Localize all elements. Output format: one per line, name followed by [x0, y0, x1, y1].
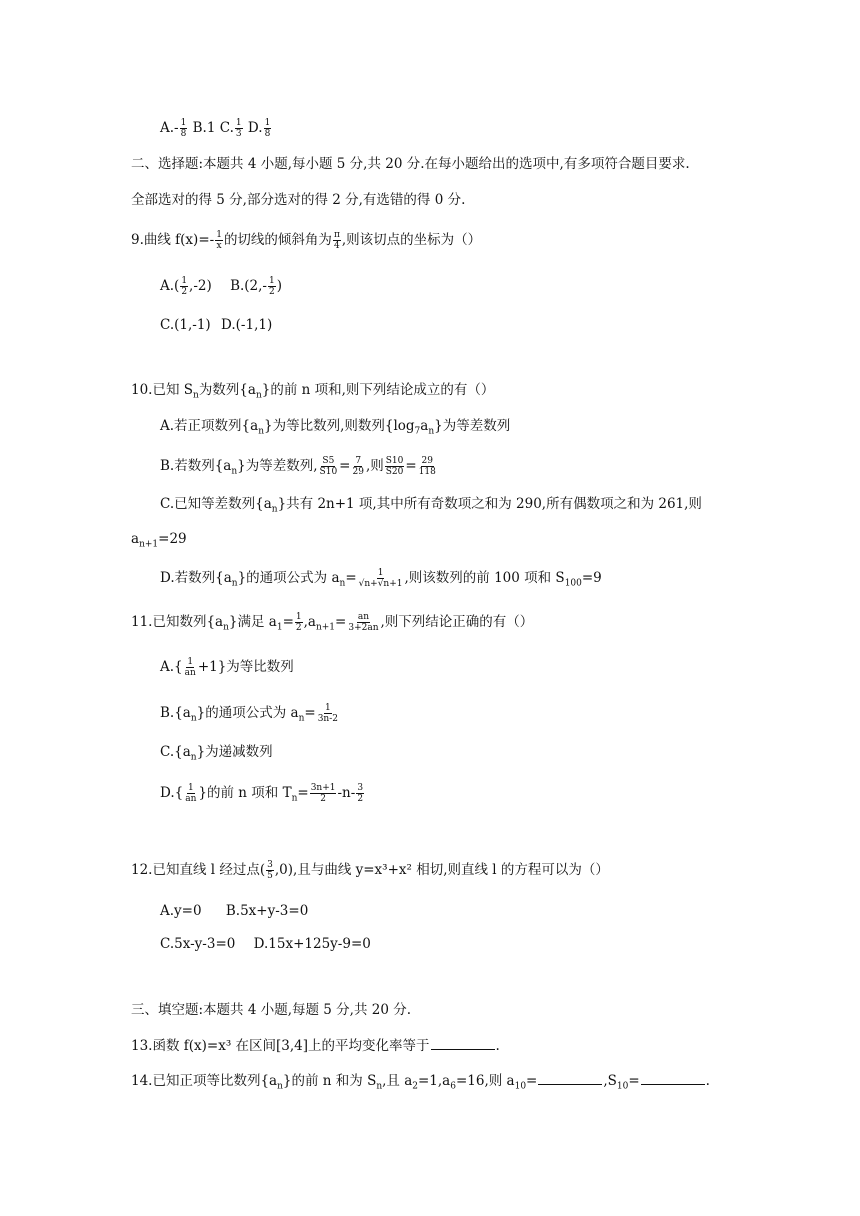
q9-func-fraction — [215, 230, 223, 251]
frac-den: 3n-2 — [317, 714, 338, 724]
sub: n — [258, 426, 264, 437]
sub: n — [291, 793, 298, 804]
frac-num: S10 — [385, 456, 404, 466]
frac-num: an — [357, 612, 370, 622]
q14-s10-blank[interactable] — [641, 1072, 705, 1085]
q12-option-a: A.y=0 — [160, 903, 202, 919]
text: C.已知等差数列{a — [160, 496, 272, 512]
text: ,则该数列的前 100 项和 S — [404, 570, 565, 586]
frac-num: 29 — [421, 456, 433, 466]
sub: n — [223, 622, 229, 633]
q10-b-fraction-1 — [319, 456, 339, 477]
sub: 10 — [616, 1081, 629, 1092]
q8-option-c-fraction — [235, 118, 243, 139]
frac-den: 2 — [320, 794, 326, 804]
sub: n — [231, 466, 238, 477]
frac-den: 118 — [418, 467, 436, 477]
frac-den: 2 — [268, 287, 275, 297]
sub: n — [277, 1081, 283, 1092]
frac-num: 3 — [267, 860, 273, 870]
sub: 1 — [276, 622, 283, 633]
q11-d-fraction — [184, 783, 197, 804]
q10-b-fraction-2 — [385, 456, 405, 477]
frac-den: S20 — [385, 467, 404, 477]
frac-den: 2 — [181, 287, 188, 297]
q8-option-a-label: A.- — [160, 120, 179, 136]
sub: n — [231, 578, 238, 589]
text: B.若数列{a — [160, 458, 232, 474]
q11-a-fraction — [184, 657, 197, 678]
text: }的通项公式为 a — [237, 570, 340, 586]
frac-den: an — [185, 794, 197, 804]
q11-b-fraction — [317, 703, 339, 724]
text: =16,则 a — [455, 1073, 515, 1089]
text: ,则 — [365, 458, 384, 474]
q12-option-d: D.15x+125y-9=0 — [253, 936, 371, 952]
frac-den: 4 — [334, 241, 340, 251]
frac-den: 5 — [267, 871, 273, 881]
frac-num: 1 — [216, 230, 222, 240]
q10-b-value-2 — [418, 456, 437, 477]
frac-den: 2 — [295, 623, 302, 633]
frac-num: 1 — [264, 118, 271, 128]
frac-num: 1 — [187, 657, 194, 667]
q9-option-c: C.(1,-1) — [160, 317, 211, 333]
frac-den: an — [184, 668, 196, 678]
q9-option-b: B.(2,- — [230, 278, 267, 294]
frac-den: 3 — [235, 129, 242, 139]
text: }满足 a — [228, 614, 277, 630]
text: 为数列{a — [198, 382, 256, 398]
text: ,a — [303, 614, 316, 630]
q9-prefix: 9.曲线 f(x)=- — [131, 232, 215, 248]
text: }的通项公式为 a — [196, 705, 299, 721]
text: A.{ — [160, 659, 183, 675]
sub: n — [193, 390, 199, 401]
q11-d-sum-fraction — [310, 783, 337, 804]
section2-line2: 全部选对的得 5 分,部分选对的得 2 分,有选错的得 0 分. — [131, 192, 466, 208]
q9-option-b-fraction — [268, 276, 276, 297]
sub: n — [376, 1081, 383, 1092]
q8-option-b: B.1 — [192, 120, 216, 136]
frac-den: 3+2an — [348, 623, 379, 633]
frac-den: √n+√n+1 — [358, 579, 403, 589]
sub: n — [271, 504, 278, 515]
q12-point-fraction — [266, 860, 274, 881]
frac-num: 3 — [357, 783, 364, 793]
q9-options-cd — [160, 316, 272, 334]
text: A.若正项数列{a — [160, 418, 259, 434]
q10-option-a — [160, 417, 510, 435]
q10-b-value-1 — [351, 456, 364, 477]
text: 10.已知 S — [131, 382, 194, 398]
q12-option-b: B.5x+y-3=0 — [225, 903, 309, 919]
q9-option-a: A.( — [160, 278, 180, 294]
frac-num: 1 — [377, 568, 384, 578]
text: = — [405, 458, 417, 474]
frac-den: 2 — [357, 794, 364, 804]
text: }为递减数列 — [196, 744, 273, 760]
sub: n — [190, 713, 197, 724]
sub: n — [339, 578, 346, 589]
frac-num: S5 — [322, 456, 335, 466]
text: D.若数列{a — [160, 570, 232, 586]
text: B.{a — [160, 705, 191, 721]
text: }为等差数列 — [434, 418, 511, 434]
q9-stem — [131, 230, 481, 251]
q10-option-d — [160, 568, 602, 589]
frac-den: 8 — [264, 129, 271, 139]
q11-a1-fraction — [295, 612, 303, 633]
q8-option-a-fraction — [180, 118, 188, 139]
frac-num: 7 — [355, 456, 362, 466]
text: a — [420, 418, 429, 434]
frac-num: π — [333, 230, 340, 240]
text: ,且 a — [382, 1073, 413, 1089]
text: = — [282, 614, 294, 630]
q12-stem — [131, 860, 609, 881]
q12-option-c: C.5x-y-3=0 — [160, 936, 236, 952]
text: ,S — [603, 1073, 617, 1089]
text: }的前 n 项和,则下列结论成立的有（） — [261, 382, 495, 398]
sub: 100 — [564, 578, 582, 589]
q12-options-cd — [160, 935, 371, 953]
frac-num: 1 — [324, 703, 331, 713]
text: -n- — [337, 785, 356, 801]
text: +1}为等比数列 — [197, 659, 294, 675]
frac-num: 1 — [181, 276, 188, 286]
q14-a10-blank[interactable] — [538, 1072, 602, 1085]
text: }为等比数列,则数列{log — [263, 418, 415, 434]
q10-option-b — [160, 456, 438, 477]
sub: n — [298, 713, 305, 724]
q9-option-b-post: ) — [276, 278, 282, 294]
frac-num: 1 — [268, 276, 275, 286]
text: 14.已知正项等比数列{a — [131, 1073, 278, 1089]
sub: n — [190, 752, 197, 763]
q9-option-d: D.(-1,1) — [221, 317, 273, 333]
text: ,0),且与曲线 y=x³+x² 相切,则直线 l 的方程可以为（） — [274, 862, 609, 878]
section2-line1: 二、选择题:本题共 4 小题,每小题 5 分,共 20 分.在每小题给出的选项中,有多项符合题目要求. — [131, 156, 690, 172]
text: }的前 n 和为 S — [282, 1073, 377, 1089]
q10-option-c-cont — [131, 530, 187, 548]
q13-answer-blank[interactable] — [431, 1037, 495, 1050]
text: }的前 n 项和 T — [198, 785, 292, 801]
q11-stem — [131, 612, 533, 633]
text: = — [345, 570, 357, 586]
sub: 6 — [450, 1081, 456, 1092]
section3-title: 三、填空题:本题共 4 小题,每题 5 分,共 20 分. — [131, 1002, 412, 1018]
sub: n — [255, 390, 262, 401]
text: }共有 2n+1 项,其中所有奇数项之和为 290,所有偶数项之和为 261,则 — [277, 496, 702, 512]
q8-option-d-fraction — [264, 118, 272, 139]
q9-options-ab — [160, 276, 282, 297]
sub: 7 — [414, 426, 421, 437]
q12-options-ab — [160, 902, 308, 920]
text: = — [297, 785, 309, 801]
text: . — [705, 1073, 710, 1089]
text: 12.已知直线 l 经过点( — [131, 862, 266, 878]
q9-mid: 的切线的倾斜角为 — [223, 232, 332, 248]
text: . — [495, 1038, 500, 1054]
q8-options — [160, 118, 272, 139]
q11-option-a — [160, 657, 294, 678]
q14 — [131, 1072, 710, 1090]
sub: 2 — [412, 1081, 418, 1092]
text: 11.已知数列{a — [131, 614, 224, 630]
sub: 10 — [514, 1081, 527, 1092]
frac-num: 3n+1 — [310, 783, 336, 793]
q8-option-c-label: C. — [219, 120, 234, 136]
sub: n+1 — [315, 622, 336, 633]
text: = — [628, 1073, 640, 1089]
q9-angle-fraction — [333, 230, 341, 251]
text: C.{a — [160, 744, 191, 760]
sub: n+1 — [139, 539, 159, 550]
q13 — [131, 1037, 500, 1055]
frac-num: 1 — [295, 612, 302, 622]
text: =1,a — [417, 1073, 451, 1089]
text: =29 — [158, 531, 187, 547]
q11-d-const-fraction — [356, 783, 364, 804]
frac-num: 1 — [187, 783, 194, 793]
text: 13.函数 f(x)=x³ 在区间[3,4]上的平均变化率等于 — [131, 1038, 430, 1054]
q10-option-c — [160, 495, 702, 513]
text: = — [304, 705, 316, 721]
frac-den: 29 — [352, 467, 364, 477]
q11-recurrence-fraction — [347, 612, 379, 633]
q10-stem — [131, 381, 494, 399]
q9-option-a-fraction — [180, 276, 188, 297]
q10-d-fraction — [358, 568, 404, 589]
q11-option-c — [160, 743, 273, 761]
sub: n — [428, 426, 435, 437]
text: D.{ — [160, 785, 184, 801]
frac-den: 8 — [180, 129, 187, 139]
text: = — [339, 458, 351, 474]
q9-suffix: ,则该切点的坐标为（） — [341, 232, 482, 248]
text: = — [526, 1073, 538, 1089]
frac-den: x — [216, 241, 222, 251]
text: ,则下列结论正确的有（） — [380, 614, 534, 630]
text: = — [335, 614, 347, 630]
frac-den: S10 — [319, 467, 338, 477]
frac-num: 1 — [235, 118, 242, 128]
q9-option-a-post: ,-2) — [189, 278, 212, 294]
q8-option-d-label: D. — [247, 120, 263, 136]
q11-option-d — [160, 783, 365, 804]
text: }为等差数列, — [237, 458, 318, 474]
frac-num: 1 — [180, 118, 187, 128]
text: =9 — [581, 570, 602, 586]
text: a — [131, 531, 140, 547]
q11-option-b — [160, 703, 340, 724]
